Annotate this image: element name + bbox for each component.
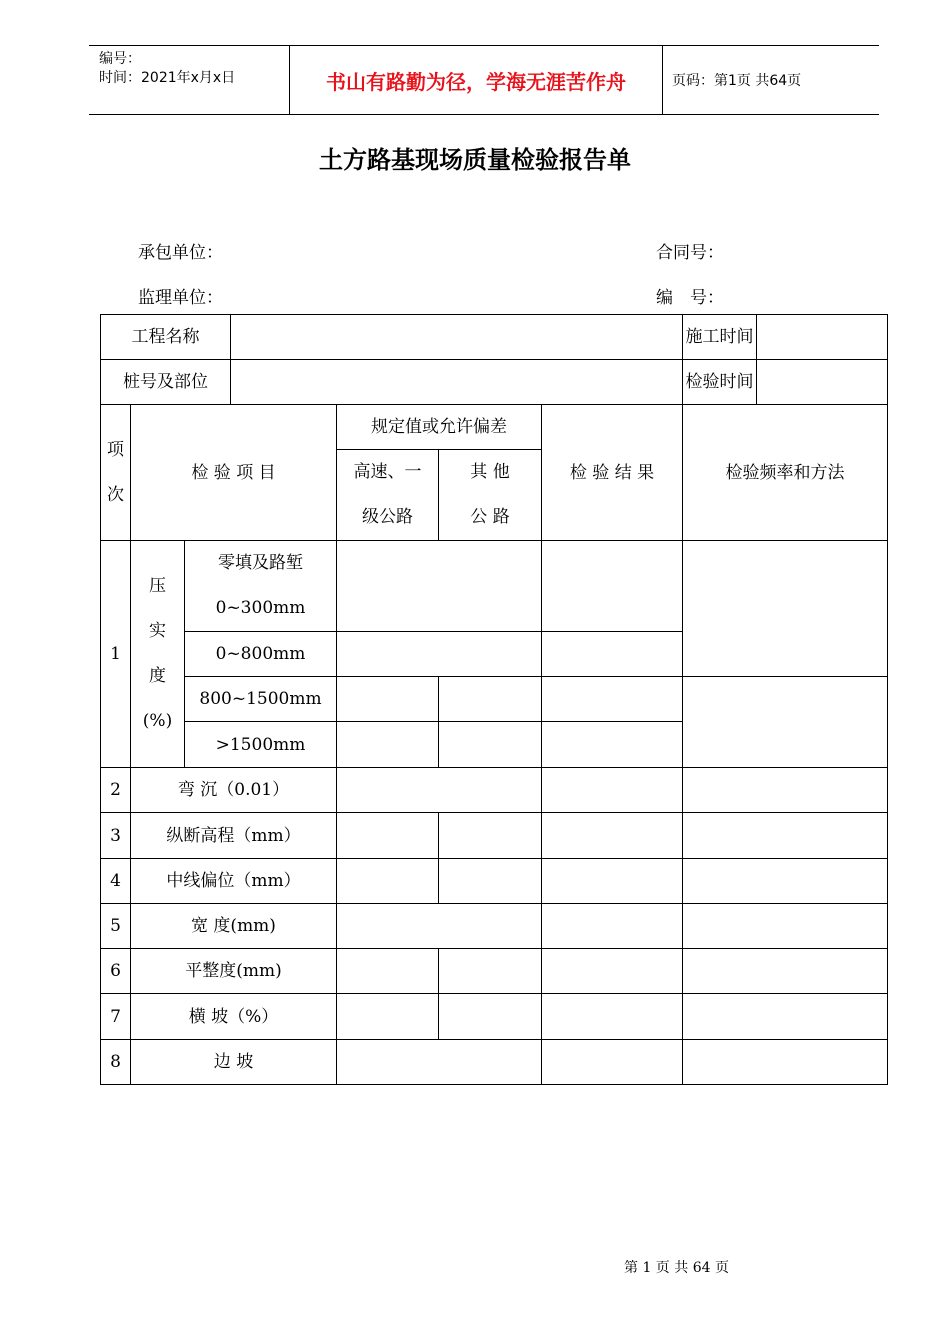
item-no-text: 项次 <box>107 439 124 505</box>
construction-time-label: 施工时间 <box>683 315 757 360</box>
freq-cell[interactable] <box>683 994 888 1040</box>
item-no-header <box>101 405 131 541</box>
compaction-char: 度 <box>149 666 166 686</box>
compaction-no: 1 <box>101 541 131 768</box>
compaction-char: (%) <box>142 711 173 731</box>
spec-cell[interactable] <box>337 904 542 949</box>
other-road-cell[interactable] <box>439 994 542 1040</box>
other-road-header-l2: 公 路 <box>470 507 510 527</box>
inspection-table <box>100 314 888 1085</box>
result-cell[interactable] <box>542 677 683 722</box>
other-road-cell[interactable] <box>439 859 542 904</box>
zero-fill-line1: 零填及路堑 <box>218 553 303 573</box>
highway-header-l2: 级公路 <box>362 507 413 527</box>
compaction-char: 实 <box>149 621 166 641</box>
other-road-cell[interactable] <box>439 677 542 722</box>
row-no: 2 <box>101 768 131 813</box>
highway-cell[interactable] <box>337 859 439 904</box>
page-title: 土方路基现场质量检验报告单 <box>319 145 631 174</box>
freq-cell[interactable] <box>683 541 888 677</box>
header-divider <box>662 46 663 114</box>
station-part-label: 桩号及部位 <box>101 360 231 405</box>
inspection-time-value[interactable] <box>757 360 888 405</box>
header-time-label: 时间：2021年x月x日 <box>99 70 236 86</box>
freq-cell[interactable] <box>683 677 888 768</box>
highway-cell[interactable] <box>337 677 439 722</box>
freq-cell[interactable] <box>683 859 888 904</box>
compaction-char: 压 <box>149 576 166 596</box>
result-cell[interactable] <box>542 768 683 813</box>
project-name-value[interactable] <box>231 315 683 360</box>
spec-header: 规定值或允许偏差 <box>337 405 542 450</box>
page-footer: 第 1 页 共 64 页 <box>624 1260 729 1276</box>
highway-header <box>337 450 439 541</box>
highway-cell[interactable] <box>337 813 439 859</box>
row-item-cross-slope: 横 坡（%） <box>131 994 337 1040</box>
header-meta <box>89 46 289 114</box>
highway-header-l1: 高速、一 <box>353 462 422 482</box>
row-item-side-slope: 边 坡 <box>131 1040 337 1085</box>
row-item-centerline: 中线偏位（mm） <box>131 859 337 904</box>
row-no: 3 <box>101 813 131 859</box>
header-page-info: 页码：第1页 共64页 <box>672 73 802 89</box>
row-no: 7 <box>101 994 131 1040</box>
compaction-sub-0-800: 0~800mm <box>185 632 337 677</box>
compaction-label <box>131 541 185 768</box>
inspection-time-label: 检验时间 <box>683 360 757 405</box>
page-header <box>89 45 879 115</box>
spec-cell[interactable] <box>337 632 542 677</box>
row-no: 5 <box>101 904 131 949</box>
spec-cell[interactable] <box>337 541 542 632</box>
result-header: 检 验 结 果 <box>542 405 683 541</box>
row-no: 6 <box>101 949 131 994</box>
result-cell[interactable] <box>542 994 683 1040</box>
result-cell[interactable] <box>542 1040 683 1085</box>
other-road-header <box>439 450 542 541</box>
freq-cell[interactable] <box>683 904 888 949</box>
zero-fill-line2: 0~300mm <box>215 598 306 618</box>
row-no: 4 <box>101 859 131 904</box>
other-road-cell[interactable] <box>439 813 542 859</box>
station-part-value[interactable] <box>231 360 683 405</box>
highway-cell[interactable] <box>337 949 439 994</box>
spec-cell[interactable] <box>337 1040 542 1085</box>
contractor-label: 承包单位： <box>138 243 223 263</box>
row-item-deflection: 弯 沉（0.01） <box>131 768 337 813</box>
result-cell[interactable] <box>542 949 683 994</box>
result-cell[interactable] <box>542 722 683 768</box>
header-number-label: 编号： <box>99 51 141 67</box>
freq-cell[interactable] <box>683 949 888 994</box>
result-cell[interactable] <box>542 813 683 859</box>
item-header: 检 验 项 目 <box>131 405 337 541</box>
contract-no-label: 合同号： <box>656 243 724 263</box>
highway-cell[interactable] <box>337 994 439 1040</box>
other-road-header-l1: 其 他 <box>470 462 510 482</box>
result-cell[interactable] <box>542 541 683 632</box>
row-item-elevation: 纵断高程（mm） <box>131 813 337 859</box>
other-road-cell[interactable] <box>439 949 542 994</box>
result-cell[interactable] <box>542 632 683 677</box>
freq-header: 检验频率和方法 <box>683 405 888 541</box>
supervisor-label: 监理单位： <box>138 288 223 308</box>
compaction-sub-800-1500: 800~1500mm <box>185 677 337 722</box>
freq-cell[interactable] <box>683 1040 888 1085</box>
number-label: 编 号： <box>656 288 724 308</box>
result-cell[interactable] <box>542 859 683 904</box>
row-item-flatness: 平整度(mm) <box>131 949 337 994</box>
compaction-sub-zero-fill <box>185 541 337 632</box>
project-name-label: 工程名称 <box>101 315 231 360</box>
construction-time-value[interactable] <box>757 315 888 360</box>
highway-cell[interactable] <box>337 722 439 768</box>
freq-cell[interactable] <box>683 768 888 813</box>
spec-cell[interactable] <box>337 768 542 813</box>
result-cell[interactable] <box>542 904 683 949</box>
header-motto: 书山有路勤为径，学海无涯苦作舟 <box>326 69 626 94</box>
freq-cell[interactable] <box>683 813 888 859</box>
row-item-width: 宽 度(mm) <box>131 904 337 949</box>
other-road-cell[interactable] <box>439 722 542 768</box>
row-no: 8 <box>101 1040 131 1085</box>
compaction-sub-1500-plus: >1500mm <box>185 722 337 768</box>
